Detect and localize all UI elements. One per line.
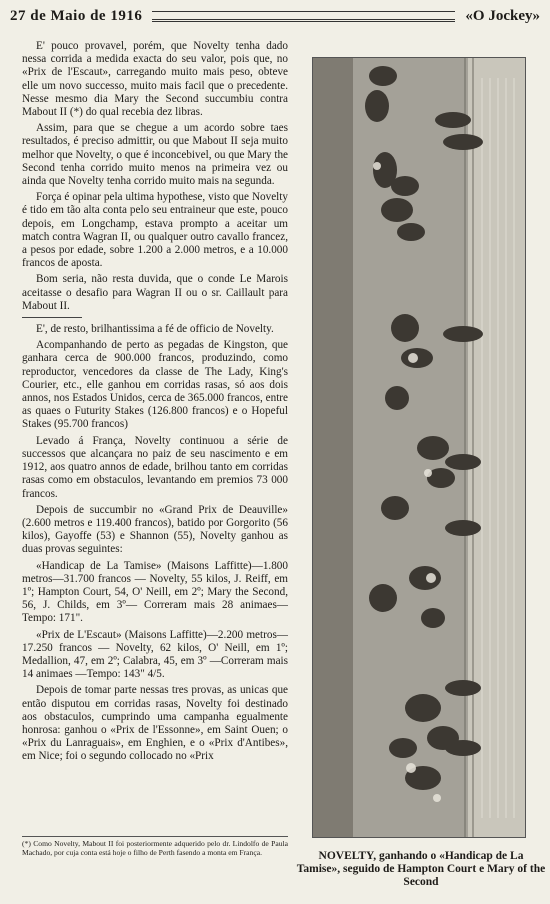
publication-title: «O Jockey» — [465, 7, 540, 24]
article-paragraph: E', de resto, brilhantissima a fé de officio de Novelty. — [36, 323, 274, 336]
article-column — [22, 40, 288, 767]
article-paragraph: Assim, para que se chegue a um acordo sobre taes resultados, é preciso admittir, ou que Mabout II seja muito melhor que Novelty, o que é inconcebivel, ou que Mary the Second tenha corrido muito menos na primeira vez ou ainda que Novelty tenha corrido muito mais na segunda. — [22, 122, 288, 188]
header-rule — [152, 11, 455, 22]
article-paragraph: Bom seria, não resta duvida, que o conde Le Marois aceitasse o desafio para Wagran II ou o sr. Caillault para Mabout II. — [22, 273, 288, 312]
issue-date: 27 de Maio de 1916 — [10, 7, 143, 24]
section-divider — [22, 317, 82, 318]
footnote: (*) Como Novelty, Mabout II foi posteriormente adquerido pelo dr. Lindolfo de Paula Machado, por cuja conta está hoje o filho de Perth fasendo a monta em França. — [22, 836, 288, 857]
race-photo-illustration — [313, 58, 525, 837]
article-paragraph: Depois de tomar parte nessas tres provas, as unicas que então disputou em corridas rasas, Novelty foi destinado aos obstaculos, cumprindo uma campanha egualmente honrosa: ganhou o «Prix de l'Essonne», em Saint Ouen; o «Prix du Lanraguais», em Enghien, e o «Prix d'Antibes», em Nice; foi o segundo collocado no «Prix — [22, 684, 288, 763]
article-paragraph: Força é opinar pela ultima hypothese, visto que Novelty é tido em tão alta conta pelo seu entraineur que este, pouco depois, em Longchamp, estava prompto a aceitar um match contra Wagran II, ou qualquer outro cavallo francez, a pesos por edade, sobre 1.200 a 2.000 metros, e a 10.000 francos de aposta. — [22, 191, 288, 270]
race-result-paragraph: «Handicap de La Tamise» (Maisons Laffitte)—1.800 metros—31.700 francos — Novelty, 55 kilos, J. Reiff, em 1º; Hampton Court, 54, O' Neill, em 2º; Mary the Second, 56, J. Childs, em 3º— Correram mais 28 animaes—Tempo: 171". — [22, 559, 288, 625]
article-paragraph: Levado á França, Novelty continuou a série de successos que alcançara no paiz de seu nascimento e em 1912, aos quatro annos de edade, brilhou tanto em corridas rasas como em obstaculos, levantando em premios 73 000 francos. — [22, 434, 288, 500]
article-paragraph: Acompanhando de perto as pegadas de Kingston, que ganhara cerca de 900.000 francos, produzindo, como reproductor, vencedores da classe de The Lady, King's Courier, etc., elle ganhou em corridas rasas, só aos dois annos, nos Estados Unidos, cerca de 365.000 francos, entre as quaes o Futurity Stakes (126.800 francos) e o Hopeful Stakes (95.700 francos) — [22, 339, 288, 431]
article-paragraph: E' pouco provavel, porém, que Novelty tenha dado nessa corrida a medida exacta do seu valor, pois que, no «Prix de l'Escaut», carregando muito mais peso, obteve elle um novo successo, muito mais facil que o precedente. Nesse mesmo dia Mary the Second succumbiu contra Mabout II (*) do qual recebia dez libras. — [22, 40, 288, 119]
page-header — [10, 4, 540, 28]
race-result-paragraph: «Prix de L'Escaut» (Maisons Laffitte)—2.200 metros—17.250 francos — Novelty, 62 kilos, O' Neill, em 1º; Medallion, 47, em 2º; Calabra, 45, em 3º —Correram mais 14 animaes —Tempo: 143" 4/5. — [22, 628, 288, 681]
article-paragraph: Depois de succumbir no «Grand Prix de Deauville» (2.600 metros e 119.400 francos), batido por Gorgorito (56 kilos), Gayoffe (53) e Shannon (55), Novelty ganhou as duas provas seguintes: — [22, 503, 288, 556]
race-photograph — [312, 57, 526, 838]
photo-caption: NOVELTY, ganhando o «Handicap de La Tamise», seguido de Hampton Court e Mary of the Second — [296, 850, 546, 888]
